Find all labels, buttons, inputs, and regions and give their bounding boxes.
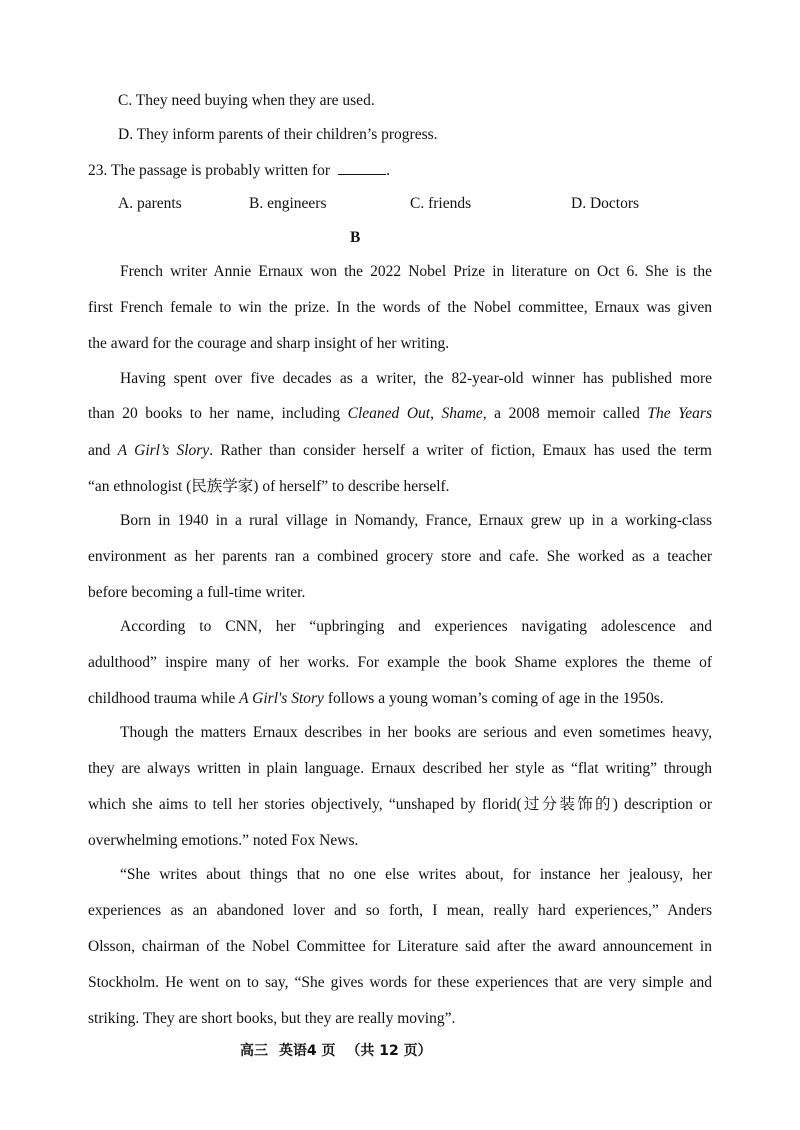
p5-line-2: they are always written in plain language. Ernaux described her style as “flat writing” through: [88, 760, 712, 777]
p1-line-2: first French female to win the prize. In the words of the Nobel committee, Ernaux was given: [88, 299, 712, 316]
book-title: Shame: [441, 405, 483, 422]
p4-line-1: According to CNN, her “upbringing and experiences navigating adolescence and: [120, 618, 712, 635]
footer-page: 英语4 页: [278, 1043, 336, 1059]
section-label: B: [350, 229, 361, 246]
p2-line-4: “an ethnologist (民族学家) of herself” to describe herself.: [88, 478, 450, 495]
p4-line-3: [88, 689, 664, 709]
text-run: childhood trauma while: [88, 690, 240, 707]
answer-blank: [338, 160, 386, 175]
p2-line-1: Having spent over five decades as a writer, the 82-year-old winner has published more: [120, 370, 712, 387]
q22-option-c: C. They need buying when they are used.: [118, 92, 375, 109]
p5-line-3: which she aims to tell her stories objectively, “unshaped by florid(过分装饰的) description or: [88, 796, 712, 813]
p3-line-1: Born in 1940 in a rural village in Nomandy, France, Ernaux grew up in a working-class: [120, 512, 712, 529]
p6-line-5: striking. They are short books, but they are really moving”.: [88, 1010, 456, 1027]
text-run: follows a young woman’s coming of age in the 1950s.: [323, 690, 664, 707]
q23-question: [88, 160, 390, 181]
book-title: A Girl's Story: [239, 690, 324, 707]
p5-line-4: overwhelming emotions.” noted Fox News.: [88, 832, 359, 849]
p3-line-3: before becoming a full-time writer.: [88, 584, 306, 601]
q23-option-d: D. Doctors: [571, 195, 640, 212]
book-title: A Girl’s Slory: [117, 442, 210, 459]
p2-line-2: [88, 404, 712, 424]
p1-line-3: the award for the courage and sharp insight of her writing.: [88, 335, 450, 352]
text-run: ,: [430, 405, 442, 422]
page-footer: [240, 1040, 438, 1060]
p6-line-3: Olsson, chairman of the Nobel Committee for Literature said after the award announcement in: [88, 938, 712, 955]
text-run: , a 2008 memoir called: [482, 405, 648, 422]
q23-option-b: B. engineers: [249, 195, 327, 212]
p4-line-2: adulthood” inspire many of her works. For example the book Shame explores the theme of: [88, 654, 712, 671]
book-title: The Years: [647, 405, 712, 422]
q23-option-c: C. friends: [410, 195, 472, 212]
footer-grade: 高三: [240, 1043, 268, 1059]
p3-line-2: environment as her parents ran a combined grocery store and cafe. She worked as a teacher: [88, 548, 712, 565]
text-run: than 20 books to her name, including: [88, 405, 348, 422]
book-title: Cleaned Out: [347, 405, 431, 422]
text-run: and: [88, 442, 118, 459]
p6-line-4: Stockholm. He went on to say, “She gives words for these experiences that are very simple and: [88, 974, 712, 991]
p5-line-1: Though the matters Ernaux describes in her books are serious and even sometimes heavy,: [120, 724, 712, 741]
p1-line-1: French writer Annie Ernaux won the 2022 Nobel Prize in literature on Oct 6. She is the: [120, 263, 712, 280]
q23-period: .: [386, 162, 390, 179]
p6-line-2: experiences as an abandoned lover and so forth, I mean, really hard experiences,” Anders: [88, 902, 712, 919]
text-run: . Rather than consider herself a writer of fiction, Emaux has used the term: [209, 442, 712, 459]
p6-line-1: “She writes about things that no one else writes about, for instance her jealousy, her: [120, 866, 712, 883]
q23-stem: 23. The passage is probably written for: [88, 162, 331, 179]
footer-total: （共 12 页）: [346, 1043, 432, 1059]
q22-option-d: D. They inform parents of their children’s progress.: [118, 126, 438, 143]
q23-option-a: A. parents: [118, 195, 182, 212]
p2-line-3: [88, 441, 712, 461]
